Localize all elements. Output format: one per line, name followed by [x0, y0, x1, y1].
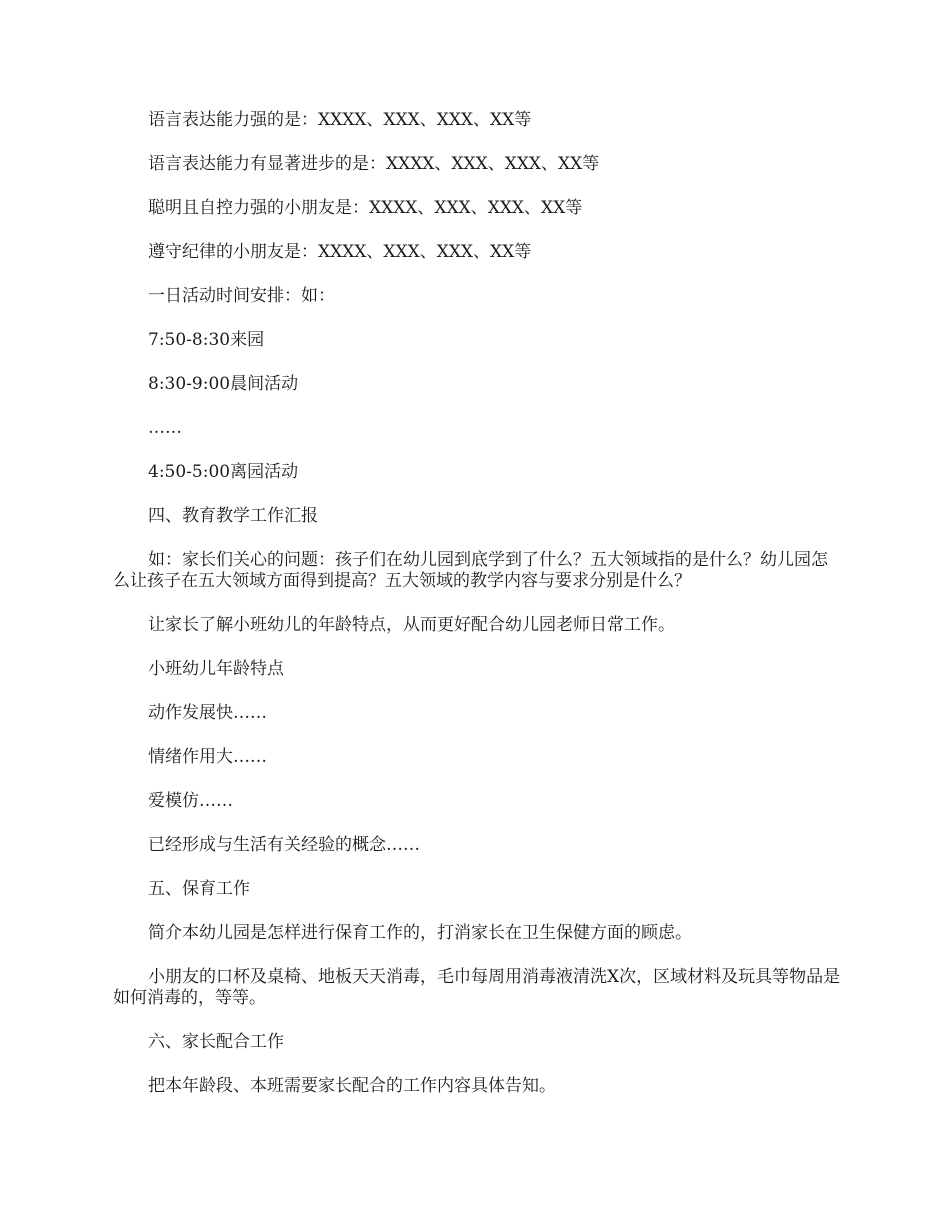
paragraph: 语言表达能力强的是：XXXX、XXX、XXX、XX等: [148, 110, 532, 130]
paragraph: 已经形成与生活有关经验的概念……: [148, 835, 420, 855]
section-heading: 六、家长配合工作: [148, 1032, 284, 1052]
section-heading: 四、教育教学工作汇报: [148, 506, 318, 526]
paragraph: 如：家长们关心的问题：孩子们在幼儿园到底学到了什么？五大领域指的是什么？幼儿园怎么让孩子在五大领域方面得到提高？五大领域的教学内容与要求分别是什么？: [113, 550, 828, 591]
paragraph: 8:30-9:00晨间活动: [148, 374, 299, 394]
paragraph: 语言表达能力有显著进步的是：XXXX、XXX、XXX、XX等: [148, 154, 600, 174]
paragraph: 遵守纪律的小朋友是：XXXX、XXX、XXX、XX等: [148, 242, 532, 262]
paragraph: ……: [148, 418, 182, 438]
paragraph: 情绪作用大……: [148, 747, 267, 767]
paragraph: 把本年龄段、本班需要家长配合的工作内容具体告知。: [148, 1076, 556, 1096]
section-heading: 五、保育工作: [148, 879, 250, 899]
paragraph: 聪明且自控力强的小朋友是：XXXX、XXX、XXX、XX等: [148, 198, 583, 218]
paragraph: 小班幼儿年龄特点: [148, 659, 284, 679]
paragraph: 简介本幼儿园是怎样进行保育工作的，打消家长在卫生保健方面的顾虑。: [148, 923, 692, 943]
paragraph: 小朋友的口杯及桌椅、地板天天消毒，毛巾每周用消毒液清洗X次，区域材料及玩具等物品是如何消毒的，等等。: [113, 967, 841, 1008]
document-body: [113, 110, 843, 1120]
paragraph: 让家长了解小班幼儿的年龄特点，从而更好配合幼儿园老师日常工作。: [148, 615, 675, 635]
paragraph: 7:50-8:30来园: [148, 330, 265, 350]
paragraph: 4:50-5:00离园活动: [148, 462, 299, 482]
paragraph: 爱模仿……: [148, 791, 233, 811]
paragraph: 动作发展快……: [148, 703, 267, 723]
paragraph: 一日活动时间安排：如：: [148, 286, 335, 306]
